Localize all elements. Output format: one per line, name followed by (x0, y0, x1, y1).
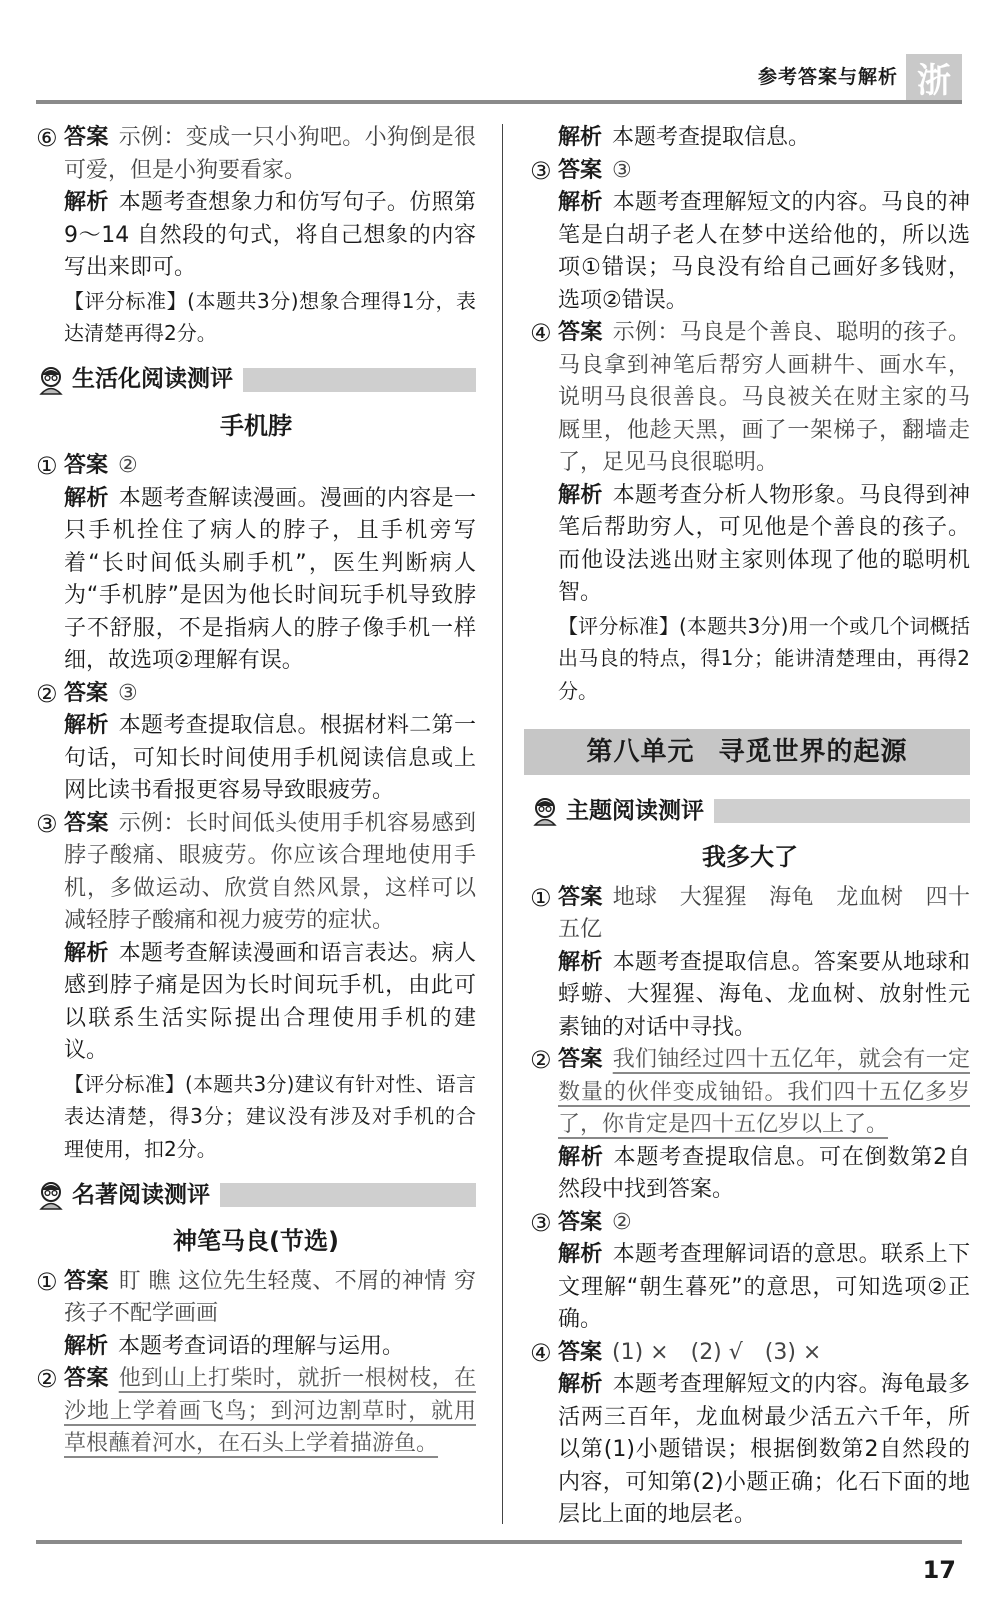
analysis (530, 1239, 970, 1337)
question-3 (530, 1207, 970, 1240)
section-header-life-reading (36, 362, 476, 398)
question-3 (36, 808, 476, 938)
analysis-label: 解析 (558, 482, 603, 508)
answer-label: 答案 (64, 680, 109, 706)
question-number: ⑥ (36, 124, 58, 152)
reader-avatar-icon (530, 796, 560, 826)
analysis (530, 122, 970, 155)
question-6 (36, 122, 476, 187)
scoring-standard: 【评分标准】(本题共3分)想象合理得1分，表达清楚再得2分。 (64, 288, 476, 345)
analysis-text: 本题考查分析人物形象。马良得到神笔后帮助穷人，可见他是个善良的孩子。而他设法逃出财主家则体现了他的聪明机智。 (558, 482, 970, 605)
analysis-label: 解析 (558, 1144, 604, 1170)
question-number: ③ (36, 809, 58, 838)
article-title: 我多大了 (702, 843, 798, 871)
section-title: 主题阅读测评 (566, 797, 704, 824)
column-divider (502, 124, 503, 1524)
answer-label: 答案 (64, 1268, 109, 1294)
question-1 (530, 882, 970, 947)
scoring-standard: 【评分标准】(本题共3分)用一个或几个词概括出马良的特点，得1分；能讲清楚理由，再得2分。 (558, 613, 970, 703)
answer-text: 我们铀经过四十五亿年，就会有一定数量的伙伴变成铀铅。我们四十五亿多岁了，你肯定是四十五亿岁以上了。 (558, 1047, 970, 1137)
question-body (64, 450, 476, 483)
answer-text: 他到山上打柴时，就折一根树枝，在沙地上学着画飞鸟；到河边割草时，就用草根蘸着河水，在石头上学着描游鱼。 (64, 1366, 476, 1456)
page-header (0, 0, 996, 104)
answer-label: 答案 (64, 1366, 109, 1391)
header-title: 参考答案与解析 (757, 66, 898, 88)
question-body (558, 317, 970, 480)
answer-text: (1) × (2) √ (3) × (612, 1339, 822, 1365)
question-number: ② (530, 1046, 552, 1074)
question-number: ④ (530, 319, 552, 347)
analysis (530, 480, 970, 610)
analysis-label: 解析 (558, 949, 603, 975)
left-column (36, 122, 476, 1461)
province-badge: 浙 (906, 54, 962, 100)
question-1 (36, 450, 476, 483)
analysis-text: 本题考查理解短文的内容。海龟最多活两三百年，龙血树最少活五六千年，所以第(1)小题错误；根据倒数第2自然段的内容，可知第(2)小题正确；化石下面的地层比上面的地层老。 (558, 1372, 970, 1527)
answer-text: ③ (118, 680, 138, 706)
question-3 (530, 155, 970, 188)
question-number: ③ (530, 156, 552, 185)
analysis-text: 本题考查想象力和仿写句子。仿照第 9～14 自然段的句式，将自己想象的内容写出来即可。 (64, 190, 476, 280)
section-bar (714, 799, 970, 823)
question-4 (530, 1337, 970, 1370)
section-bar (220, 1183, 476, 1207)
analysis-label: 解析 (64, 485, 109, 511)
article-title: 神笔马良(节选) (173, 1227, 339, 1255)
section-header-theme-reading (530, 793, 970, 829)
analysis (36, 938, 476, 1068)
answer-label: 答案 (64, 810, 109, 836)
analysis-text: 本题考查提取信息。可在倒数第2自然段中找到答案。 (558, 1144, 970, 1202)
unit-title: 寻觅世界的起源 (718, 736, 908, 767)
question-number: ① (36, 1267, 58, 1296)
right-column (530, 122, 970, 1532)
analysis-label: 解析 (558, 1242, 603, 1267)
question-number: ① (36, 452, 58, 480)
answer-label: 答案 (64, 125, 109, 150)
analysis (530, 947, 970, 1045)
question-number: ② (36, 679, 58, 708)
analysis (36, 187, 476, 285)
question-2 (36, 678, 476, 711)
analysis-text: 本题考查理解短文的内容。马良的神笔是白胡子老人在梦中送给他的，所以选项①错误；马良没有给自己画好多钱财，选项②错误。 (558, 190, 970, 313)
question-number: ③ (530, 1208, 552, 1237)
analysis (36, 483, 476, 678)
answer-text: 示例：变成一只小狗吧。小狗倒是很可爱，但是小狗要看家。 (64, 125, 476, 183)
question-number: ② (36, 1365, 58, 1393)
unit-banner (524, 729, 970, 775)
section-bar (243, 368, 476, 392)
answer-label: 答案 (558, 1339, 603, 1365)
analysis-label: 解析 (558, 125, 603, 150)
scoring-standard: 【评分标准】(本题共3分)建议有针对性、语言表达清楚，得3分；建议没有涉及对手机的合理使用，扣2分。 (64, 1071, 476, 1161)
answer-label: 答案 (558, 157, 603, 183)
question-body (64, 122, 476, 187)
answer-label: 答案 (64, 453, 109, 478)
article-title: 手机脖 (220, 411, 292, 440)
unit-name: 第八单元 (586, 736, 695, 767)
analysis-text: 本题考查理解词语的意思。联系上下文理解“朝生暮死”的意思，可知选项②正确。 (558, 1242, 970, 1332)
analysis-text: 本题考查提取信息。答案要从地球和蜉蝣、大猩猩、海龟、龙血树、放射性元素铀的对话中寻找。 (558, 949, 970, 1040)
analysis-text: 本题考查解读漫画和语言表达。病人感到脖子痛是因为长时间玩手机，由此可以联系生活实际提出合理使用手机的建议。 (64, 940, 476, 1063)
answer-label: 答案 (558, 1209, 603, 1235)
question-body (64, 1363, 476, 1461)
page-number: 17 (922, 1556, 956, 1584)
answer-text: ② (612, 1209, 632, 1235)
analysis-label: 解析 (64, 713, 109, 738)
question-2 (36, 1363, 476, 1461)
question-number: ④ (530, 1338, 552, 1367)
question-2 (530, 1044, 970, 1142)
answer-text: ② (118, 453, 138, 478)
question-1 (36, 1266, 476, 1331)
answer-label: 答案 (558, 884, 603, 910)
question-body (64, 808, 476, 938)
analysis-text: 本题考查提取信息。 (612, 125, 811, 150)
answer-text: 示例：马良是个善良、聪明的孩子。马良拿到神笔后帮穷人画耕牛、画水车，说明马良很善良。马良被关在财主家的马厩里，他趁天黑，画了一架梯子，翻墙走了，足见马良很聪明。 (558, 320, 970, 475)
question-body (64, 678, 476, 711)
analysis-text: 本题考查提取信息。根据材料二第一句话，可知长时间使用手机阅读信息或上网比读书看报更容易导致眼疲劳。 (64, 713, 476, 803)
analysis-text: 本题考查解读漫画。漫画的内容是一只手机拴住了病人的脖子，且手机旁写着“长时间低头刷手机”，医生判断病人为“手机脖”是因为他长时间玩手机导致脖子不舒服，不是指病人的脖子像手机一样细，故选项②理解有误。 (64, 485, 476, 673)
section-title: 生活化阅读测评 (72, 366, 233, 393)
analysis-label: 解析 (558, 1372, 603, 1397)
question-body (558, 1337, 970, 1370)
answer-text: 示例：长时间低头使用手机容易感到脖子酸痛、眼疲劳。你应该合理地使用手机，多做运动、欣赏自然风景，这样可以减轻脖子酸痛和视力疲劳的症状。 (64, 810, 476, 933)
question-number: ① (530, 883, 552, 912)
answer-text: 盯 瞧 这位先生轻蔑、不屑的神情 穷孩子不配学画画 (64, 1268, 476, 1326)
answer-text: 地球 大猩猩 海龟 龙血树 四十五亿 (558, 884, 970, 942)
question-body (558, 1207, 970, 1240)
answer-label: 答案 (558, 1047, 603, 1072)
analysis (530, 1142, 970, 1207)
footer-divider (36, 1540, 962, 1544)
question-body (64, 1266, 476, 1331)
analysis (36, 1331, 476, 1364)
header-divider (36, 100, 962, 104)
section-title: 名著阅读测评 (72, 1181, 210, 1208)
question-4 (530, 317, 970, 480)
analysis (530, 1369, 970, 1532)
section-header-classic-reading (36, 1177, 476, 1213)
answer-label: 答案 (558, 320, 603, 345)
analysis-label: 解析 (558, 190, 603, 215)
analysis-label: 解析 (64, 940, 109, 966)
question-body (558, 155, 970, 188)
question-body (558, 882, 970, 947)
analysis (530, 187, 970, 317)
analysis-label: 解析 (64, 1333, 109, 1359)
analysis (36, 710, 476, 808)
reader-avatar-icon (36, 1180, 66, 1210)
answer-text: ③ (612, 157, 632, 183)
reader-avatar-icon (36, 365, 66, 395)
analysis-label: 解析 (64, 190, 109, 215)
analysis-text: 本题考查词语的理解与运用。 (118, 1333, 405, 1359)
question-body (558, 1044, 970, 1142)
